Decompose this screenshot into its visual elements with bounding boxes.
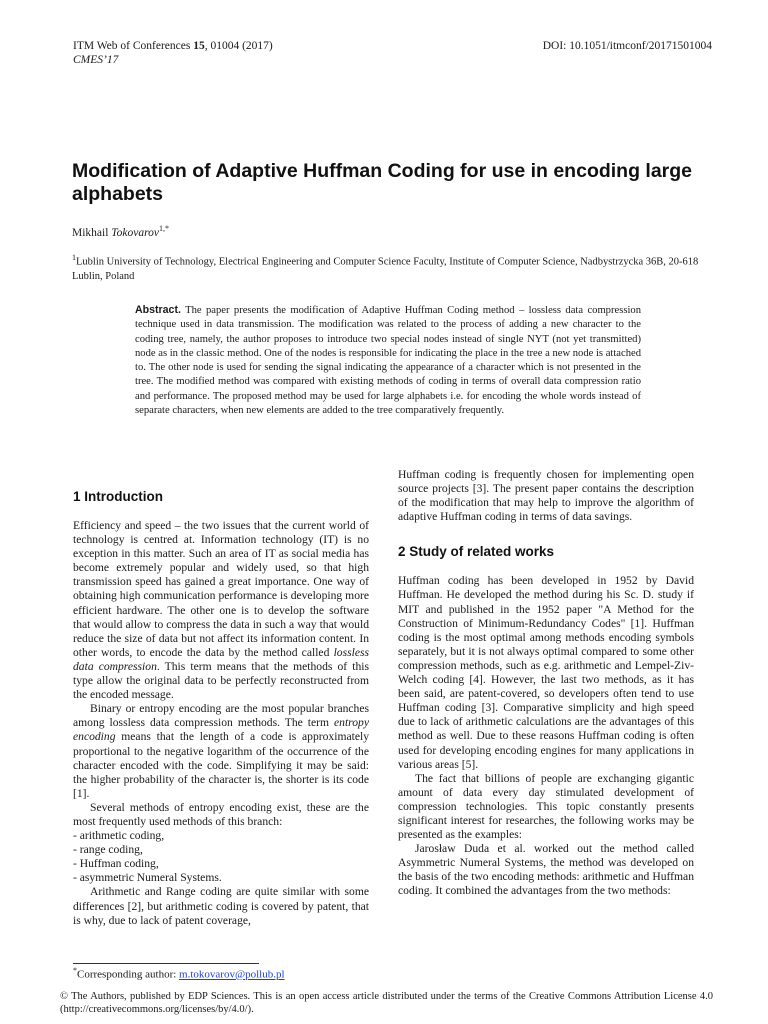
list-item: - Huffman coding, [73,857,159,871]
author-line: Mikhail Tokovarov$^{1,*}$ [72,224,169,239]
doi-header: DOI: 10.1051/itmconf/20171501004 [542,40,712,52]
footnote: *Corresponding author: m.tokovarov@pollub.pl [73,966,285,981]
author-email-link[interactable]: m.tokovarov@pollub.pl [179,968,285,981]
paragraph: Arithmetic and Range coding are quite similar with some differences [2], but arithmetic coding is covered by patent, that is why, due to lack of patent coverage, [73,885,369,927]
list-item: - range coding, [73,843,143,857]
left-column [73,467,369,928]
paragraph: Huffman coding is frequently chosen for implementing open source projects [3]. The present paper contains the description of the modification that may help to improve the algorithm of adaptive Huffman coding in terms of data savings. [398,468,694,524]
list-item: - arithmetic coding, [73,829,165,843]
affiliation: $^1$Lublin University of Technology, Electrical Engineering and Computer Science Faculty, Institute of Computer Science, Nadbystrzycka 36B, 20-618 Lublin, Poland [72,253,699,282]
running-header-left [73,39,273,67]
section-heading-introduction: 1 Introduction [73,489,163,504]
footnote-divider [73,963,259,964]
conference-name: CMES’17 [73,54,119,66]
method-list [73,829,369,885]
abstract [135,303,641,418]
abstract-label: Abstract. [135,304,181,316]
section-heading-related-works: 2 Study of related works [398,544,555,560]
emphasis-term: entropy encoding [73,716,369,744]
license-notice: © The Authors, published by EDP Sciences. This is an open access article distributed under the terms of the Creative Commons Attribution License 4.0 (http://creativecommons.org/licenses/by/4.0/). [60,991,713,1016]
author-marks: 1,* [159,224,169,233]
journal-volume: 15 [193,40,205,52]
paragraph: Several methods of entropy encoding exist, these are the most frequently used methods of this branch: [73,800,369,828]
right-column [398,468,694,899]
paragraph: Jarosław Duda et al. worked out the method called Asymmetric Numeral Systems, the method was developed on the basis of the two encoding methods: arithmetic and Huffman coding. It combined the advantages from the two methods: [398,842,694,898]
affiliation-mark: 1 [72,253,76,262]
footnote-mark: * [73,966,77,975]
paragraph: Efficiency and speed – the two issues that the current world of technology is centred at. Information technology (IT) is no exception in this matter. Such an area of IT as social media has become extremely popular and widely used, so that high transmission speed has gained a great importance. One way of obtaining high communication performance is developing more efficient hardware. The other one is to develop the software that would allow to compress the data in such a way that would reduce the size of data but not affect its information content. In other words, to encode the data by the method called lossless data compression. This term means that the methods of this type allow the original data to be perfectly reconstructed from the encoded message. [73,519,369,702]
emphasis-term: lossless data compression [73,645,369,673]
paragraph: The fact that billions of people are exchanging gigantic amount of data every day stimulated development of compression technologies. This topic constantly presents significant interest for researches, the following works may be presented as the examples: [398,771,694,842]
list-item: - asymmetric Numeral Systems. [73,871,222,885]
journal-citation: ITM Web of Conferences 15, 01004 (2017) [73,40,273,52]
paragraph: Huffman coding has been developed in 1952 by David Huffman. He developed the method during his Sc. D. study if MIT and published in the 1952 paper "A Method for the Construction of Minimum-Redundancy Codes" [1]. Huffman coding is the most optimal among methods encoding symbols separately, but it is not always optimal compared to some other compression methods, such as e.g. arithmetic and Lempel-Ziv-Welch coding [4]. However, the last two methods, as it has been said, are patent-covered, so developers often tend to use Huffman coding [3]. Comparative simplicity and high speed due to lack of arithmetic calculations are the advantages of this method as well. Due to these reasons Huffman coding is often used for developing encoding engines for many applications in various areas [5]. [398,574,694,771]
author-surname: Tokovarov [111,226,159,239]
abstract-text: The paper presents the modification of Adaptive Huffman Coding method – lossless data compression technique used in data transmission. The modification was related to the process of adding a new character to the coding tree, namely, the author proposes to introduce two special nodes instead of single NYT (not yet transmitted) node as in the classic method. One of the nodes is responsible for indicating the place in the tree a new node is attached to. The other node is used for sending the signal indicating the appearance of a character which is not presented in the tree. The modified method was compared with existing methods of coding in terms of overall data compression ratio and performance. The proposed method may be used for large alphabets i.e. for encoding the whole words instead of separate characters, when new elements are added to the tree comparatively frequently. [135,305,641,417]
paper-title: Modification of Adaptive Huffman Coding for use in encoding large alphabets [72,160,693,205]
paragraph: Binary or entropy encoding are the most popular branches among lossless data compression methods. The term entropy encoding means that the length of a code is approximately proportional to the negative logarithm of the occurrence of the character encoded with the code. Simplifying it may be said: the higher probability of the character is, the shorter is its code [1]. [73,702,369,800]
